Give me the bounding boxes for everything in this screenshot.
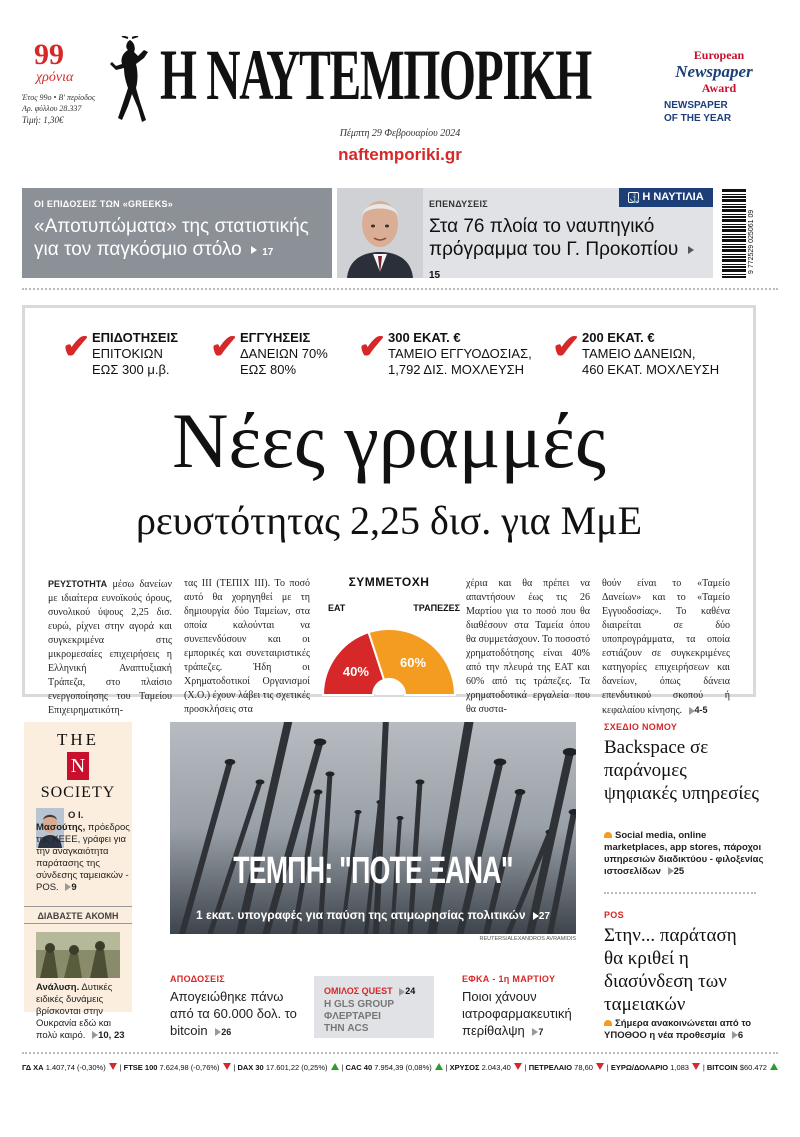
pos-headline[interactable]: Στην... παράταση θα κριθεί η διασύνδεση των ταμειακών — [604, 925, 737, 1015]
right-story-headline[interactable]: Backspace σε παράνομες ψηφιακές υπηρεσίες — [604, 737, 759, 804]
anchor-icon: ⚓ — [629, 192, 641, 203]
bottom-story-2-kicker-wrap — [324, 986, 424, 996]
story-lead: ΡΕΥΣΤΟΤΗΤΑ — [48, 579, 108, 589]
award-line-3: Award — [701, 81, 737, 95]
ticker-name: FTSE 100 — [123, 1063, 158, 1072]
barcode-number: 9 772529 025061 09 — [748, 209, 755, 274]
ticker-item — [22, 1060, 117, 1076]
pos-kicker: POS — [604, 910, 624, 920]
story-column-4-text: θούν είναι το «Ταμείο Δανείων» και το «Ταμείο Εγγυοδοσίας». Το καθένα διαιρείται σε δύο υποπρογράμματα, τα οποία εστιάζουν σε συγκεκριμένες κατηγορίες επιχειρήσεων και δανείων, όπως δάνεια επενδυτικού σκοπού ή κεφαλαίου κίνησης. — [602, 578, 730, 716]
bullet-dot-icon — [604, 832, 612, 838]
society-the: THE — [56, 730, 100, 749]
promo-right-kicker: ΕΠΕΝΔΥΣΕΙΣ — [429, 199, 488, 209]
check-icon: ✔ — [210, 328, 239, 366]
pole-cap-shape — [494, 759, 507, 766]
promo-right-headline-wrap — [429, 215, 705, 287]
story-column-2: τας ΙΙΙ (ΤΕΠΙΧ ΙΙΙ). Το ποσό αυτό θα χορηγηθεί με τη δημιουργία δύο Ταμείων, στα οποία καλούνται να συνεπενδύσουν και οι εμπορικές και συνεταιριστικές τράπεζες. Ήδη οι Χρηματοδοτικοί Οργανισμοί (Χ.Ο.) έχουν λάβει τις σχετικές προσκλήσεις στα — [184, 578, 310, 715]
bottom-story-3-headline-wrap — [462, 988, 590, 1041]
portrait-photo — [337, 188, 423, 278]
bottom-story-1-page: 26 — [221, 1027, 232, 1037]
pole-cap-shape — [354, 810, 361, 814]
pie-value-label-0: 40% — [342, 663, 369, 679]
down-arrow-icon — [223, 1063, 231, 1070]
website-link[interactable]: naftemporiki.gr — [338, 145, 462, 164]
newspaper-title: Η ΝΑΥΤΕΜΠΟΡΙΚΗ — [160, 35, 591, 115]
analysis-pages: 10, 23 — [98, 1030, 125, 1041]
ticker-name: CAC 40 — [345, 1063, 373, 1072]
award-line-2: Newspaper — [675, 62, 753, 81]
promo-right[interactable] — [337, 188, 713, 281]
pos-page: 6 — [737, 1030, 744, 1041]
promo-right-page: 15 — [429, 270, 441, 281]
ticker-item: | CAC 40 7.954,39 (0,08%) — [341, 1060, 442, 1076]
bullet-2-line2: ΕΩΣ 80% — [240, 362, 297, 377]
pole-shape — [530, 752, 570, 934]
bullet-4-title: 200 ΕΚΑΤ. € — [582, 330, 655, 345]
hermes-logo-icon — [108, 36, 152, 128]
masoutis-name: Ο Ι. Μασούτης, — [36, 810, 86, 833]
bullet-4-line2: 460 ΕΚΑΤ. ΜΟΧΛΕΥΣΗ — [582, 362, 720, 377]
bullet-2-title: ΕΓΓΥΗΣΕΙΣ — [240, 330, 311, 345]
society-n-badge: N — [67, 752, 89, 780]
bottom-story-2-page: 24 — [405, 986, 416, 996]
society-masoutis[interactable] — [36, 810, 130, 894]
bottom-story-1[interactable] — [170, 974, 300, 1041]
pie-svg — [318, 615, 460, 697]
story-column-1-text: μέσω δανείων με ιδιαίτερα ευνοϊκούς όρους, συνολικού ύψους 2,25 δισ. ευρώ, ρίχνει στην αγορά και συγκεκριμένα στις μικρομεσαίες επιχειρήσεις η Ελληνική Αναπτυξιακή Τράπεζα, στο πλαίσιο ενεργοποίησης του Ταμείου Επιχειρηματικότη- — [48, 579, 173, 716]
photo-page: 27 — [538, 911, 550, 922]
issue-meta-2: Αρ. φύλλου 28.337 — [22, 104, 82, 113]
ticker-value: 7.624,98 (-0,76%) — [159, 1063, 220, 1072]
ticker-value: 17.601,22 (0,25%) — [265, 1063, 328, 1072]
down-arrow-icon — [596, 1063, 604, 1070]
issue-meta-1: Έτος 99ο • Β' περίοδος — [22, 93, 96, 102]
legend-label-eat: ΕΑΤ — [328, 603, 346, 613]
check-icon: ✔ — [552, 328, 581, 366]
right-story-text-wrap — [604, 830, 764, 878]
society-word: SOCIETY — [40, 784, 116, 801]
story-column-1 — [48, 577, 172, 718]
market-ticker — [22, 1060, 778, 1076]
issue-date: Πέμπτη 29 Φεβρουαρίου 2024 — [339, 128, 461, 139]
soldiers-photo — [36, 932, 120, 978]
bottom-story-2[interactable] — [314, 976, 434, 1038]
promo-left[interactable] — [22, 188, 332, 278]
photo-subline: 1 εκατ. υπογραφές για παύση της ατιμωρησίας πολιτικών — [196, 908, 526, 922]
check-icon: ✔ — [358, 328, 387, 366]
analysis-text: Δυτικές ειδικές δυνάμεις βρίσκονται στην Ουκρανία εδώ και πολύ καιρό. — [36, 982, 113, 1041]
up-arrow-icon — [435, 1063, 443, 1070]
bottom-story-2-kicker: ΟΜΙΛΟΣ QUEST — [324, 986, 393, 996]
story-column-4 — [602, 577, 730, 718]
chart-title: ΣΥΜΜΕΤΟΧΗ — [348, 575, 430, 589]
pole-cap-shape — [314, 739, 327, 746]
tempi-photo[interactable] — [170, 722, 576, 934]
bottom-story-1-headline-wrap — [170, 988, 300, 1041]
pole-cap-shape — [416, 780, 425, 785]
bottom-story-3-headline: Ποιοι χάνουν ιατροφαρμακευτική περίθαλψη — [462, 989, 572, 1038]
up-arrow-icon — [770, 1063, 778, 1070]
ticker-item: | ΠΕΤΡΕΛΑΙΟ 78,60 — [525, 1060, 604, 1076]
ticker-item: | BITCOIN $60.472 — [703, 1060, 778, 1076]
pole-cap-shape — [314, 790, 323, 795]
ticker-value: $60.472 — [739, 1063, 767, 1072]
ticker-name: BITCOIN — [706, 1063, 738, 1072]
pole-cap-shape — [225, 759, 236, 765]
barcode-bars — [722, 188, 746, 278]
society-analysis[interactable] — [36, 982, 130, 1042]
masoutis-text: πρόεδρος της ΚΕΕΕ, γράφει για την αναγκαιότητα παράτασης της σύνδεσης ταμειακών - POS. — [36, 822, 130, 893]
promo-right-headline: Στα 76 πλοία το ναυπηγικό πρόγραμμα του Γ. Προκοπίου — [429, 216, 679, 260]
bottom-story-2-headline: Η GLS GROUP ΦΛΕΡΤΑΡΕΙ ΤΗΝ ACS — [324, 999, 394, 1034]
bottom-story-3[interactable] — [462, 974, 590, 1041]
bullet-4-line1: ΤΑΜΕΙΟ ΔΑΝΕΙΩΝ, — [582, 346, 696, 361]
pole-cap-shape — [569, 809, 576, 815]
pole-cap-shape — [256, 780, 265, 785]
up-arrow-icon — [331, 1063, 339, 1070]
down-arrow-icon — [514, 1063, 522, 1070]
pos-text: Σήμερα ανακοινώνεται από το ΥΠΟΘΟΟ η νέα προθεσμία — [604, 1018, 752, 1041]
award-line-4: NEWSPAPER — [664, 100, 728, 111]
ticker-value: 2.043,40 — [481, 1063, 511, 1072]
right-story-page: 25 — [673, 866, 685, 877]
award-line-5: OF THE YEAR — [664, 113, 732, 124]
legend-label-banks: ΤΡΑΠΕΖΕΣ — [413, 603, 460, 613]
analysis-label: Ανάλυση. — [36, 982, 80, 993]
masthead — [0, 0, 800, 175]
bottom-story-1-kicker: ΑΠΟΔΟΣΕΙΣ — [170, 974, 225, 984]
right-story-text: Social media, online marketplaces, app stores, πάροχοι υπηρεσιών διαδικτύου - φιλοξενίας ιστοσελίδων — [604, 830, 764, 877]
pos-text-wrap — [604, 1018, 764, 1042]
right-story-kicker: ΣΧΕΔΙΟ ΝΟΜΟΥ — [604, 722, 678, 732]
photo-headline: ΤΕΜΠΗ: "ΠΟΤΕ ΞΑΝΑ" — [233, 850, 513, 892]
bullet-3-title: 300 ΕΚΑΤ. € — [388, 330, 461, 345]
pie-value-label-1: 60% — [400, 654, 427, 670]
page-arrow-icon — [251, 246, 257, 254]
promo-left-headline-wrap — [34, 215, 326, 264]
bottom-story-3-kicker: ΕΦΚΑ - 1η ΜΑΡΤΙΟΥ — [462, 974, 556, 984]
ticker-item: | DAX 30 17.601,22 (0,25%) — [233, 1060, 338, 1076]
bullet-1-title: ΕΠΙΔΟΤΗΣΕΙΣ — [92, 330, 178, 345]
award-line-1: European — [693, 48, 745, 62]
photo-subline-wrap — [170, 908, 576, 922]
pole-cap-shape — [396, 816, 403, 820]
ticker-item: | FTSE 100 7.624,98 (-0,76%) — [120, 1060, 231, 1076]
bullet-3-line1: ΤΑΜΕΙΟ ΕΓΓΥΟΔΟΣΙΑΣ, — [388, 346, 532, 361]
age-number: 99 — [34, 38, 64, 71]
divider — [604, 892, 756, 894]
bottom-story-3-page: 7 — [538, 1027, 544, 1037]
divider — [22, 288, 778, 290]
bullet-3-line2: 1,792 ΔΙΣ. ΜΟΧΛΕΥΣΗ — [388, 362, 525, 377]
bullet-2-line1: ΔΑΝΕΙΩΝ 70% — [240, 346, 328, 361]
promo-left-page: 17 — [262, 247, 274, 258]
down-arrow-icon — [692, 1063, 700, 1070]
photo-credit: REUTERS/ALEXANDROS AVRAMIDIS — [479, 936, 576, 942]
ticker-name: ΕΥΡΩ/ΔΟΛΑΡΙΟ — [610, 1063, 669, 1072]
ticker-value: 1.407,74 (-0,30%) — [45, 1063, 106, 1072]
down-arrow-icon — [109, 1063, 117, 1070]
memorial-poles-image — [170, 722, 576, 934]
pole-cap-shape — [326, 772, 335, 777]
ticker-item: | ΧΡΥΣΟΣ 2.043,40 — [446, 1060, 522, 1076]
bullet-1-line2: ΕΩΣ 300 μ.β. — [92, 362, 170, 377]
ticker-name: ΓΔ ΧΑ — [22, 1063, 44, 1072]
masoutis-page: 9 — [71, 882, 77, 893]
ticker-value: 78,60 — [574, 1063, 593, 1072]
barcode — [718, 188, 778, 278]
pole-cap-shape — [515, 789, 526, 795]
divider — [22, 1052, 778, 1054]
ticker-name: ΠΕΤΡΕΛΑΙΟ — [528, 1063, 573, 1072]
ticker-item: | ΕΥΡΩ/ΔΟΛΑΡΙΟ 1,083 — [607, 1060, 700, 1076]
main-headline-2: ρευστότητας 2,25 δισ. για ΜμΕ — [135, 498, 643, 543]
story-pages: 4-5 — [694, 705, 708, 715]
ticker-value: 7.954,39 (0,08%) — [374, 1063, 432, 1072]
promo-left-headline: «Αποτυπώματα» της στατιστικής για τον παγκόσμιο στόλο — [34, 216, 309, 260]
story-column-3: χέρια και θα πρέπει να απαντήσουν έως τις 26 Μαρτίου για το ποσό που θα διαθέσουν στα Ταμεία όπου θα συμμετάσχουν. Το ποσοστό χρηματοδότησης είναι 40% από την πλευρά της ΕΑΤ και 60% από τις τράπεζες. Τα χρηματοδοτικά εργαλεία που θα συστα- — [466, 578, 590, 715]
ticker-value: 1,083 — [670, 1063, 689, 1072]
bullet-1-line1: ΕΠΙΤΟΚΙΩΝ — [92, 346, 163, 361]
promo-left-kicker: ΟΙ ΕΠΙΔΟΣΕΙΣ ΤΩΝ «GREEKS» — [34, 199, 174, 209]
issue-price: Τιμή: 1,30€ — [22, 115, 64, 125]
pole-cap-shape — [563, 748, 576, 756]
check-icon: ✔ — [62, 328, 91, 366]
ticker-name: ΧΡΥΣΟΣ — [449, 1063, 480, 1072]
main-headline-1: Νέες γραμμές — [172, 397, 606, 484]
page-arrow-icon — [688, 246, 694, 254]
read-more-label: ΔΙΑΒΑΣΤΕ ΑΚΟΜΗ — [24, 906, 132, 924]
age-label: χρόνια — [36, 70, 74, 85]
nautilia-label: Η ΝΑΥΤΙΛΙΑ — [642, 191, 704, 203]
nautilia-badge[interactable] — [619, 188, 713, 207]
bullet-dot-icon — [604, 1020, 612, 1026]
bottom-story-1-headline: Απογειώθηκε πάνω από τα 60.000 δολ. το bitcoin — [170, 989, 297, 1038]
ticker-name: DAX 30 — [237, 1063, 264, 1072]
pie-chart — [318, 575, 460, 697]
